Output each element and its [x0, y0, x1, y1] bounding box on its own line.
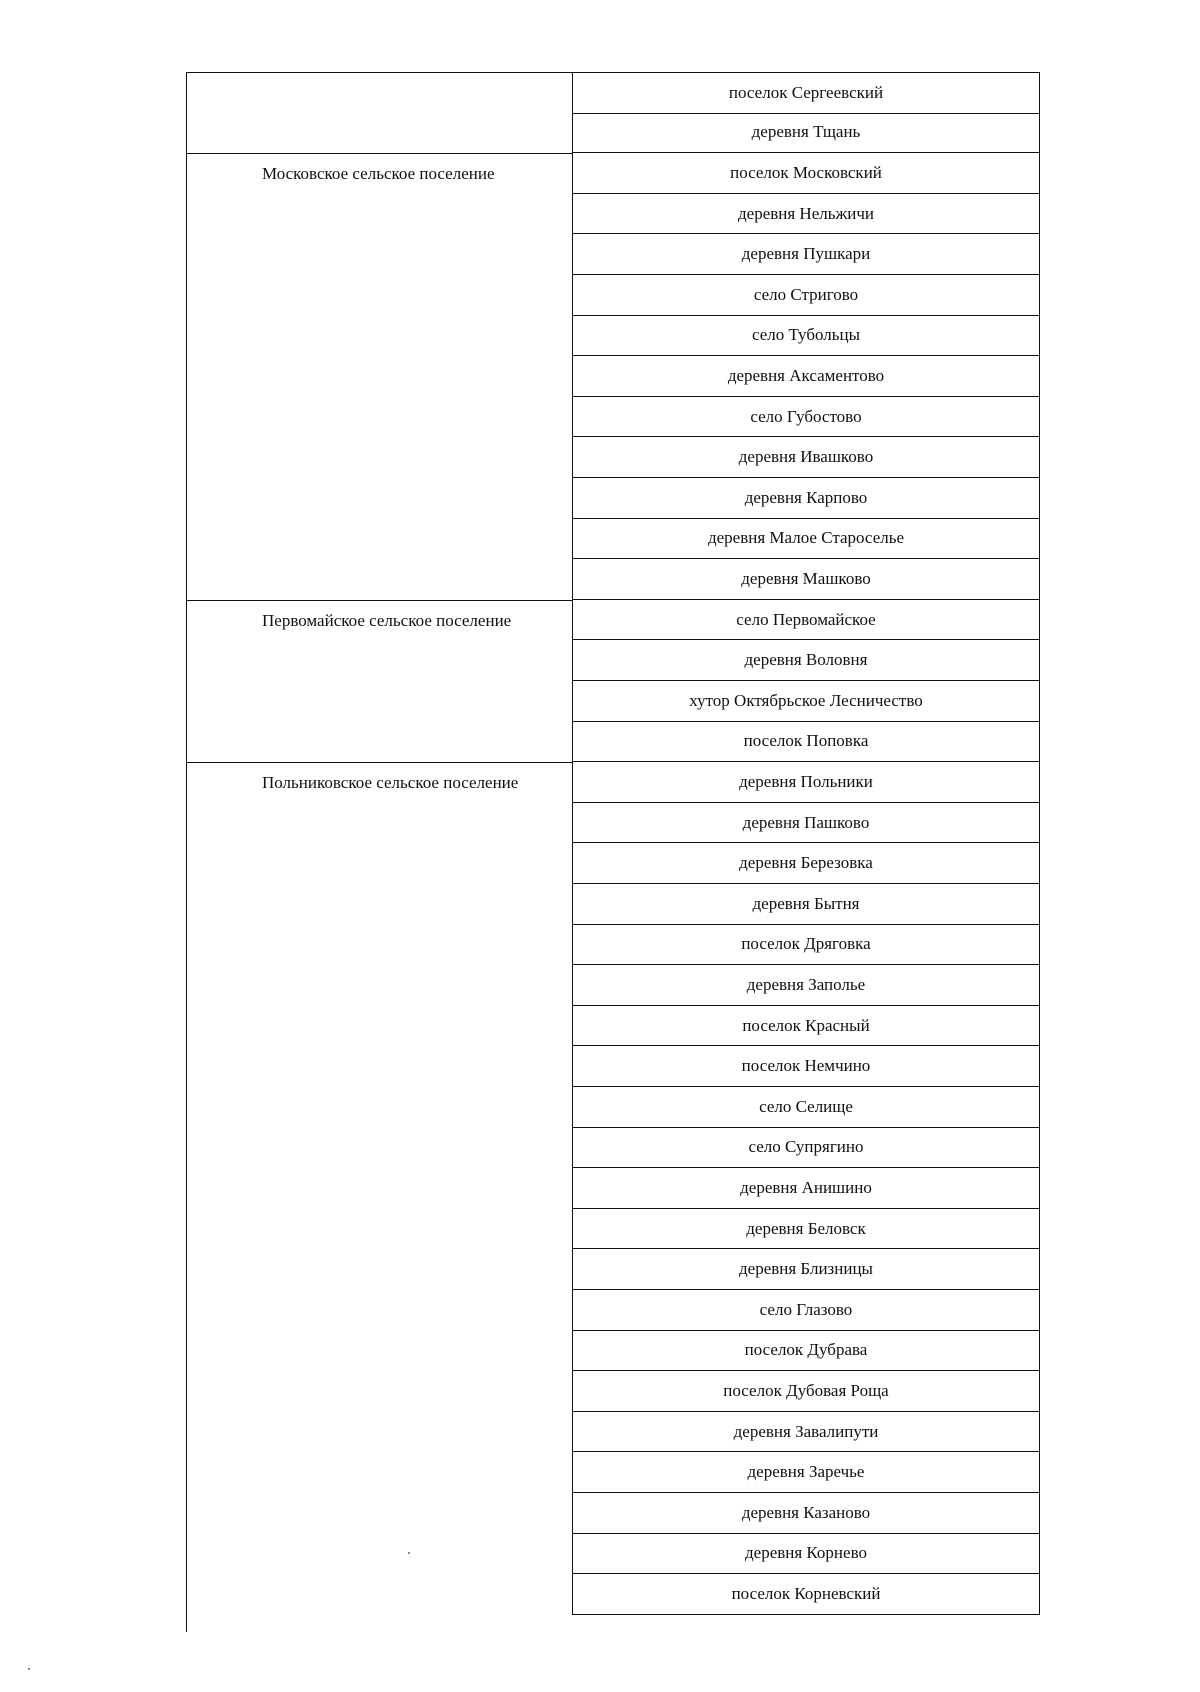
settlement-cell: поселок Дубовая Роща	[572, 1371, 1040, 1412]
settlement-cell: деревня Заречье	[572, 1452, 1040, 1493]
settlement-cell: деревня Карпово	[572, 478, 1040, 519]
settlement-cell: поселок Красный	[572, 1006, 1040, 1047]
settlement-cell: деревня Польники	[572, 762, 1040, 803]
settlement-cell: деревня Нельжичи	[572, 194, 1040, 235]
settlement-cell: село Стригово	[572, 275, 1040, 316]
settlement-cell: поселок Дубрава	[572, 1331, 1040, 1372]
municipality-column	[186, 72, 573, 1632]
settlement-cell: деревня Казаново	[572, 1493, 1040, 1534]
settlement-cell: деревня Корнево	[572, 1534, 1040, 1575]
municipality-group	[187, 600, 573, 762]
municipality-group	[187, 762, 573, 1615]
settlement-cell: село Супрягино	[572, 1128, 1040, 1169]
settlement-cell: поселок Дряговка	[572, 925, 1040, 966]
settlement-cell: село Губостово	[572, 397, 1040, 438]
settlement-cell: хутор Октябрьское Лесничество	[572, 681, 1040, 722]
municipality-group	[187, 153, 573, 600]
settlement-cell: деревня Пашково	[572, 803, 1040, 844]
settlement-cell: поселок Сергеевский	[572, 72, 1040, 114]
settlements-table	[186, 72, 1040, 1632]
municipality-name: Первомайское сельское поселение	[262, 610, 512, 630]
settlement-cell: деревня Беловск	[572, 1209, 1040, 1250]
settlement-cell: деревня Аксаментово	[572, 356, 1040, 397]
settlement-cell: село Глазово	[572, 1290, 1040, 1331]
settlement-cell: деревня Тщань	[572, 113, 1040, 154]
settlement-cell: деревня Березовка	[572, 843, 1040, 884]
settlement-cell: село Тубольцы	[572, 316, 1040, 357]
settlement-cell: деревня Воловня	[572, 640, 1040, 681]
municipality-name: Московское сельское поселение	[262, 164, 495, 184]
municipality-name: Польниковское сельское поселение	[262, 773, 519, 793]
settlement-cell: деревня Малое Староселье	[572, 519, 1040, 560]
settlement-cell: деревня Машково	[572, 559, 1040, 600]
settlement-cell: деревня Пушкари	[572, 234, 1040, 275]
settlement-cell: деревня Завалипути	[572, 1412, 1040, 1453]
settlement-cell: деревня Заполье	[572, 965, 1040, 1006]
municipality-group-continued	[187, 72, 573, 153]
scan-speck	[28, 1668, 30, 1670]
settlement-cell: поселок Поповка	[572, 722, 1040, 763]
settlement-cell: село Селище	[572, 1087, 1040, 1128]
scan-speck	[408, 1552, 410, 1554]
settlement-cell: село Первомайское	[572, 600, 1040, 641]
settlement-cell: деревня Близницы	[572, 1249, 1040, 1290]
settlement-cell: деревня Анишино	[572, 1168, 1040, 1209]
settlement-cell: поселок Корневский	[572, 1574, 1040, 1615]
settlement-cell: деревня Бытня	[572, 884, 1040, 925]
settlement-cell: поселок Московский	[572, 153, 1040, 194]
settlement-cell: деревня Ивашково	[572, 437, 1040, 478]
settlement-cell: поселок Немчино	[572, 1046, 1040, 1087]
